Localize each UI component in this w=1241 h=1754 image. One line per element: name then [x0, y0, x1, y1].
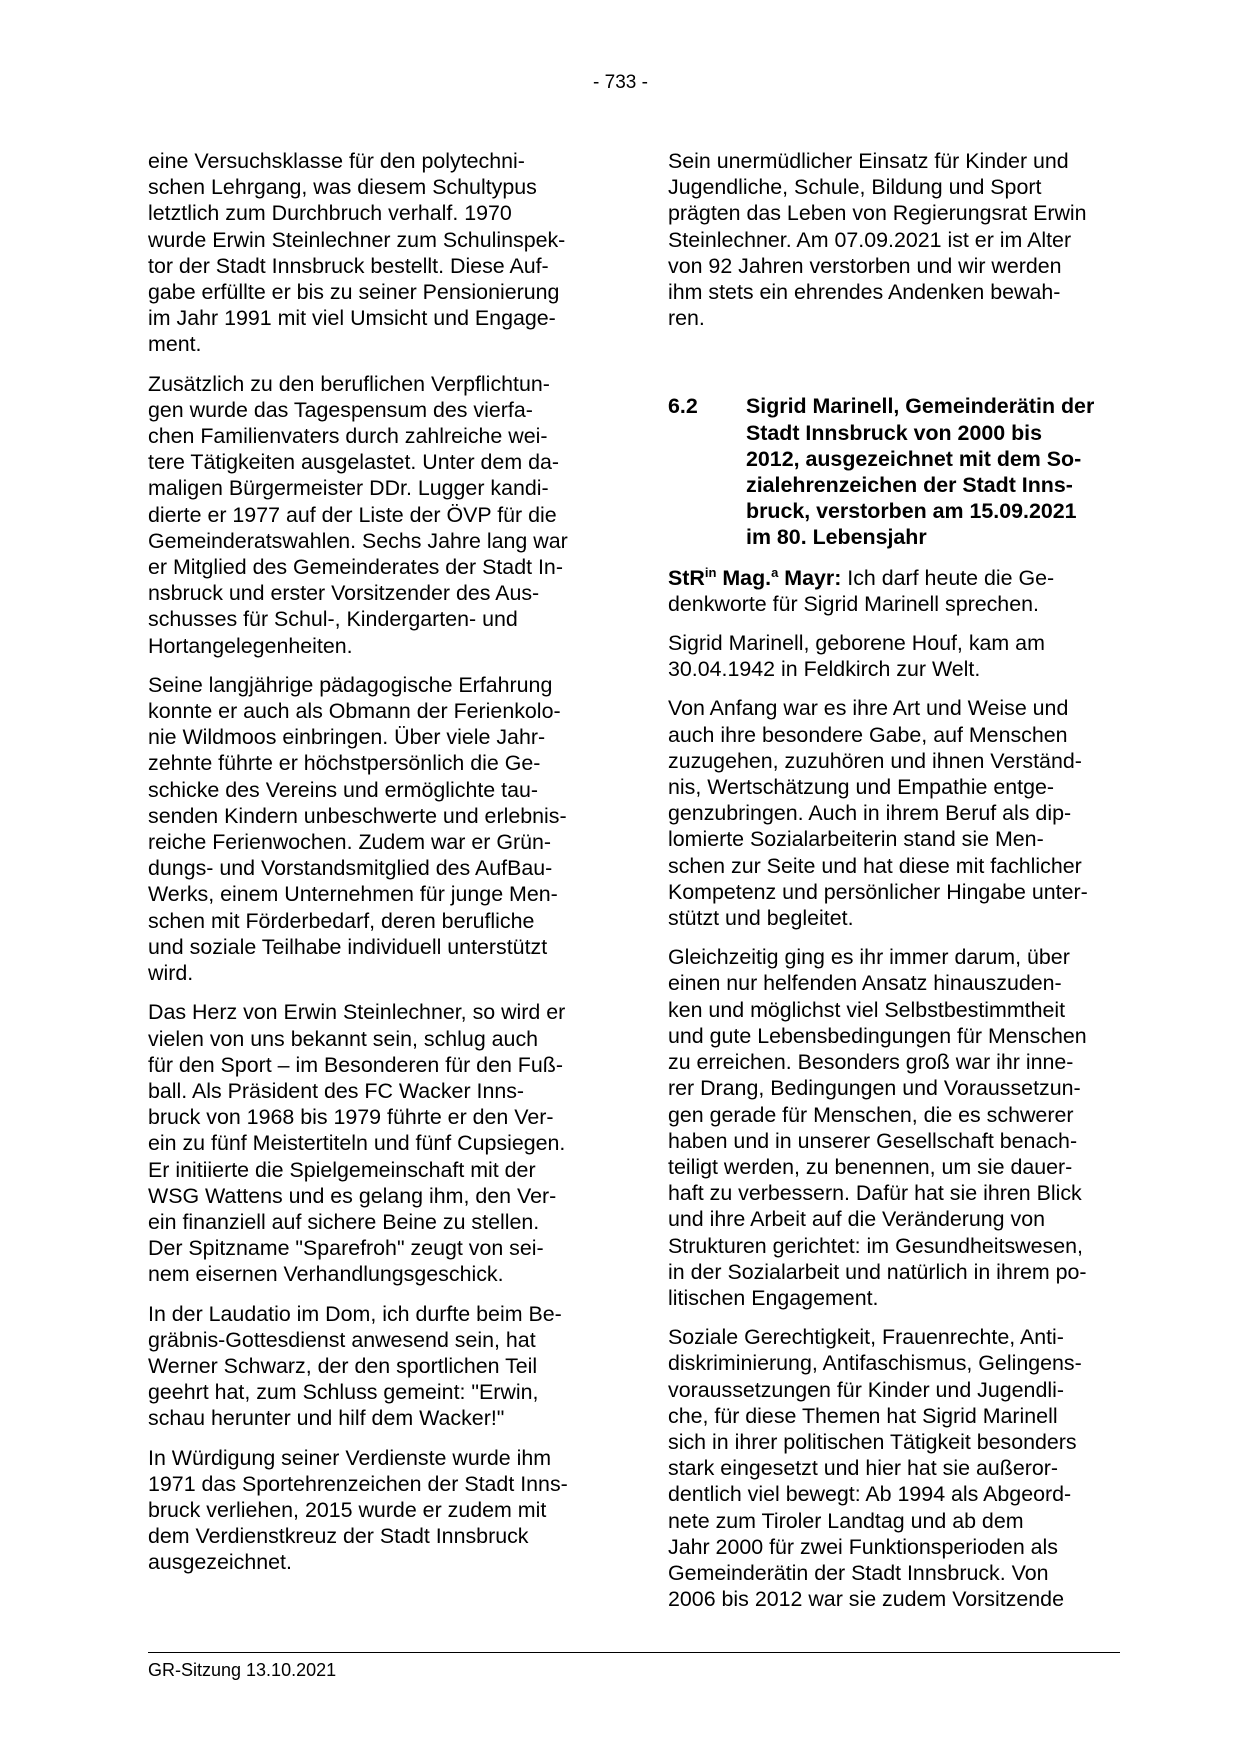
- section-title: Sigrid Marinell, Gemeinderätin der Stadt Innsbruck von 2000 bis 2012, ausgezeichnet mit dem So- zialehrenzeichen der Stadt Inns- bruck, verstorben am 15.09.2021 im 80. Lebensjahr: [746, 394, 1095, 550]
- speaker-name: [668, 566, 841, 590]
- speaker-degree-sup: a: [771, 564, 779, 580]
- page-number: - 733 -: [593, 72, 648, 93]
- footer-divider: [148, 1652, 1120, 1653]
- left-column: [148, 148, 596, 1589]
- paragraph: Das Herz von Erwin Steinlechner, so wird er vielen von uns bekannt sein, schlug auch für den Sport – im Besonderen für den Fuß- ball. Als Präsident des FC Wacker Inns- bruck von 1968 bis 1979 führte er den Ver- ein zu fünf Meistertiteln und fünf Cupsiegen. Er initiierte die Spielgemeinschaft mit der WSG Wattens und es gelang ihm, den Ver- ein finanziell auf sichere Beine zu stellen. Der Spitzname "Sparefroh" zeugt von sei- nem eisernen Verhandlungsgeschick.: [148, 1000, 566, 1287]
- paragraph: In der Laudatio im Dom, ich durfte beim Be- gräbnis-Gottesdienst anwesend sein, hat Werner Schwarz, der den sportlichen Teil geehrt hat, zum Schluss gemeint: "Erwin, schau herunter und hilf dem Wacker!": [148, 1301, 562, 1431]
- paragraph-intro: Sein unermüdlicher Einsatz für Kinder und Jugendliche, Schule, Bildung und Sport prägten das Leben von Regierungsrat Erwin Steinlechner. Am 07.09.2021 ist er im Alter von 92 Jahren verstorben und wir werden ihm stets ein ehrendes Andenken bewah- ren.: [668, 149, 1087, 331]
- paragraph: Zusätzlich zu den beruflichen Verpflichtun- gen wurde das Tagespensum des vierfa- chen Familienvaters durch zahlreiche wei- tere Tätigkeiten ausgelastet. Unter dem da- maligen Bürgermeister DDr. Lugger kandi- dierte er 1977 auf der Liste der ÖVP für die Gemeinderatswahlen. Sechs Jahre lang war er Mitglied des Gemeinderates der Stadt In- nsbruck und erster Vorsitzender des Aus- schusses für Schul-, Kindergarten- und Hortangelegenheiten.: [148, 371, 568, 658]
- paragraph: eine Versuchsklasse für den polytechni- schen Lehrgang, was diesem Schultypus letztlich zum Durchbruch verhalf. 1970 wurde Erwin Steinlechner zum Schulinspek- tor der Stadt Innsbruck bestellt. Diese Auf- gabe erfüllte er bis zu seiner Pensionierung im Jahr 1991 mit viel Umsicht und Engage- ment.: [148, 149, 566, 357]
- paragraph: Von Anfang war es ihre Art und Weise und auch ihre besondere Gabe, auf Menschen zuzugehen, zuzuhören und ihnen Verständ- nis, Wertschätzung und Empathie entge- genzubringen. Auch in ihrem Beruf als dip- lomierte Sozialarbeiterin stand sie Men- schen zur Seite und hat diese mit fachlicher Kompetenz und persönlicher Hingabe unter- stützt und begleitet.: [668, 696, 1088, 931]
- speaker-title-sup: in: [704, 564, 717, 580]
- section-number: 6.2: [668, 394, 698, 419]
- speech-start: Ich darf heute die Ge- denkworte für Sigrid Marinell sprechen.: [668, 565, 1055, 616]
- speaker-surname: Mayr:: [778, 565, 842, 590]
- speaker-title: StR: [668, 565, 705, 590]
- footer-text: GR-Sitzung 13.10.2021: [148, 1660, 337, 1680]
- paragraph: Sigrid Marinell, geborene Houf, kam am 30.04.1942 in Feldkirch zur Welt.: [668, 631, 1045, 682]
- paragraph: In Würdigung seiner Verdienste wurde ihm 1971 das Sportehrenzeichen der Stadt Inns- bruck verliehen, 2015 wurde er zudem mit dem Verdienstkreuz der Stadt Innsbruck ausgezeichnet.: [148, 1445, 568, 1575]
- section-heading: [668, 393, 1118, 550]
- paragraph: Gleichzeitig ging es ihr immer darum, über einen nur helfenden Ansatz hinauszuden- ken und möglichst viel Selbstbestimmtheit und gute Lebensbedingungen für Menschen zu erreichen. Besonders groß war ihr inne- rer Drang, Bedingungen und Voraussetzun- gen gerade für Menschen, die es schwerer haben und in unserer Gesellschaft benach- teiligt werden, zu benennen, um sie dauer- haft zu verbessern. Dafür hat sie ihren Blick und ihre Arbeit auf die Veränderung von Strukturen gerichtet: im Gesundheitswesen, in der Sozialarbeit und natürlich in ihrem po- litischen Engagement.: [668, 945, 1087, 1310]
- speaker-degree: Mag.: [716, 565, 772, 590]
- right-column: [668, 148, 1118, 1625]
- paragraph: Soziale Gerechtigkeit, Frauenrechte, Anti- diskriminierung, Antifaschismus, Gelingens- voraussetzungen für Kinder und Jugendli- che, für diese Themen hat Sigrid Marinell sich in ihrer politischen Tätigkeit besonders stark eingesetzt und hier hat sie außeror- dentlich viel bewegt: Ab 1994 als Abgeord- nete zum Tiroler Landtag und ab dem Jahr 2000 für zwei Funktionsperioden als Gemeinderätin der Stadt Innsbruck. Von 2006 bis 2012 war sie zudem Vorsitzende: [668, 1325, 1082, 1612]
- speech-paragraph: [668, 565, 1118, 617]
- paragraph: Seine langjährige pädagogische Erfahrung konnte er auch als Obmann der Ferienkolo- nie Wildmoos einbringen. Über viele Jahr- zehnte führte er höchstpersönlich die Ge- schicke des Vereins und ermöglichte tau- senden Kindern unbeschwerte und erlebnis- reiche Ferienwochen. Zudem war er Grün- dungs- und Vorstandsmitglied des AufBau- Werks, einem Unternehmen für junge Men- schen mit Förderbedarf, deren berufliche und soziale Teilhabe individuell unterstützt wird.: [148, 672, 567, 986]
